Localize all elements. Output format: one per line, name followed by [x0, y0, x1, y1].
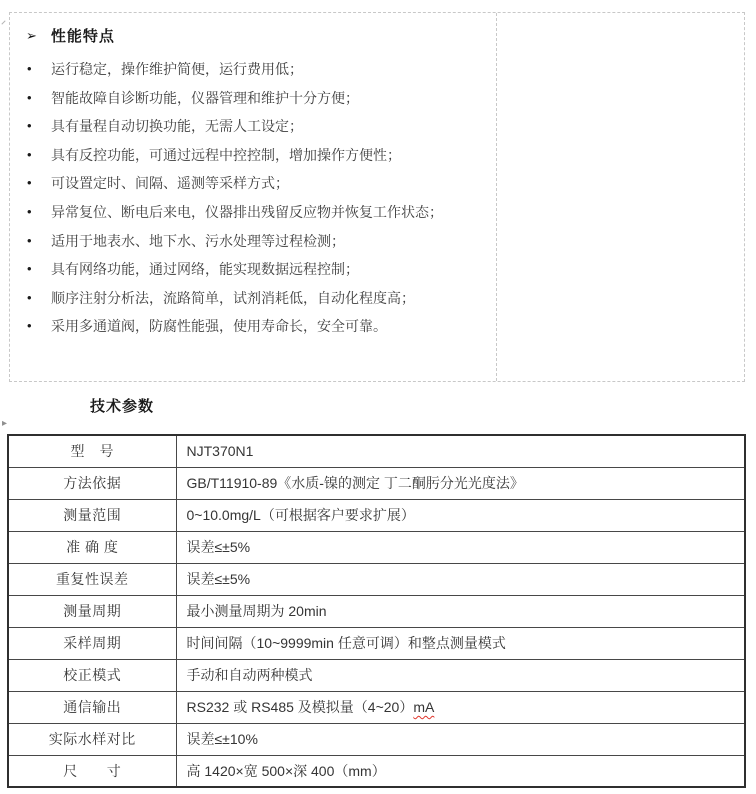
param-value-cell	[176, 563, 745, 595]
bullet-icon: •	[27, 146, 32, 162]
feature-item	[18, 284, 490, 313]
features-heading: 性能特点	[50, 27, 115, 45]
param-label-cell: 采样周期	[8, 627, 176, 659]
table-row	[8, 723, 745, 755]
param-value-text: GB/T11910-89《水质-镍的测定 丁二酮肟分光光度法》	[186, 475, 524, 491]
feature-item	[18, 198, 490, 227]
table-row	[8, 531, 745, 563]
table-row	[8, 659, 745, 691]
param-value-cell	[176, 595, 745, 627]
param-value-text: 手动和自动两种模式	[186, 667, 313, 683]
features-panel-content	[10, 13, 496, 381]
params-table	[7, 434, 746, 788]
arrow-bullet-icon: ➢	[26, 27, 37, 43]
feature-item-text: 智能故障自诊断功能，仪器管理和维护十分方便；	[51, 89, 359, 106]
table-row	[8, 435, 745, 467]
bullet-icon: •	[27, 203, 32, 219]
param-value-cell	[176, 499, 745, 531]
feature-item	[18, 255, 490, 284]
param-value-cell	[176, 627, 745, 659]
feature-item-text: 具有反控功能，可通过远程中控控制，增加操作方便性；	[51, 146, 401, 163]
spellcheck-underline: mA	[413, 699, 435, 715]
param-value-text: 误差≤±5%	[186, 539, 251, 555]
param-label-cell: 尺 寸	[8, 755, 176, 787]
param-label-cell: 通信输出	[8, 691, 176, 723]
param-value-text: 0~10.0mg/L（可根据客户要求扩展）	[186, 507, 415, 523]
param-value-text: 时间间隔（10~9999min 任意可调）和整点测量模式	[186, 635, 506, 651]
feature-item	[18, 227, 490, 256]
feature-item-text: 可设置定时、间隔、遥测等采样方式；	[51, 175, 289, 192]
param-label-cell: 准 确 度	[8, 531, 176, 563]
table-row	[8, 467, 745, 499]
feature-item	[18, 112, 490, 141]
feature-item-text: 采用多通道阀，防腐性能强，使用寿命长，安全可靠。	[51, 318, 387, 335]
feature-item-text: 异常复位、断电后来电，仪器排出残留反应物并恢复工作状态；	[51, 203, 443, 220]
param-label-cell: 方法依据	[8, 467, 176, 499]
table-row	[8, 499, 745, 531]
param-value-text: 高 1420×宽 500×深 400（mm）	[186, 762, 386, 779]
bullet-icon: •	[27, 289, 32, 305]
params-heading: 技术参数	[90, 398, 155, 415]
bullet-icon: •	[27, 89, 32, 105]
feature-item-text: 运行稳定，操作维护简便，运行费用低；	[51, 61, 303, 77]
param-value-cell	[176, 691, 745, 723]
feature-item-text: 适用于地表水、地下水、污水处理等过程检测；	[51, 232, 345, 249]
features-heading-row	[18, 23, 490, 47]
param-value-text: NJT370N1	[186, 443, 254, 460]
param-value-text: 误差≤±5%	[186, 571, 251, 587]
feature-list	[18, 55, 490, 341]
param-label-cell: 重复性误差	[8, 563, 176, 595]
param-value-cell	[176, 435, 745, 467]
param-label-cell: 型 号	[8, 435, 176, 467]
table-row	[8, 563, 745, 595]
param-value-text: 误差≤±10%	[186, 731, 258, 747]
param-label-cell: 测量范围	[8, 499, 176, 531]
bullet-icon: •	[27, 318, 32, 334]
feature-item-text: 具有量程自动切换功能，无需人工设定；	[51, 118, 303, 135]
param-label-cell: 校正模式	[8, 659, 176, 691]
feature-item	[18, 312, 490, 341]
table-row	[8, 691, 745, 723]
table-anchor-marker: ▸	[2, 418, 8, 429]
bullet-icon: •	[27, 118, 32, 134]
param-label-cell: 测量周期	[8, 595, 176, 627]
feature-item	[18, 169, 490, 198]
table-row	[8, 627, 745, 659]
feature-item	[18, 84, 490, 113]
table-row	[8, 755, 745, 787]
feature-item	[18, 141, 490, 170]
param-value-cell	[176, 723, 745, 755]
feature-item-text: 顺序注射分析法，流路简单，试剂消耗低，自动化程度高；	[51, 289, 415, 306]
corner-artifact-mark	[1, 20, 5, 24]
bullet-icon: •	[27, 61, 32, 76]
param-value-cell	[176, 531, 745, 563]
feature-item	[18, 55, 490, 84]
bullet-icon: •	[27, 232, 32, 248]
param-value-cell	[176, 659, 745, 691]
param-value-text: 最小测量周期为 20min	[186, 603, 327, 619]
features-panel-empty-column	[496, 13, 744, 381]
param-value-cell	[176, 467, 745, 499]
param-value-text: RS232 或 RS485 及模拟量（4~20）	[186, 699, 414, 715]
table-row	[8, 595, 745, 627]
bullet-icon: •	[27, 261, 32, 277]
bullet-icon: •	[27, 175, 32, 191]
feature-item-text: 具有网络功能，通过网络，能实现数据远程控制；	[51, 261, 359, 278]
param-label-cell: 实际水样对比	[8, 723, 176, 755]
param-value-cell	[176, 755, 745, 787]
features-panel	[9, 12, 745, 382]
